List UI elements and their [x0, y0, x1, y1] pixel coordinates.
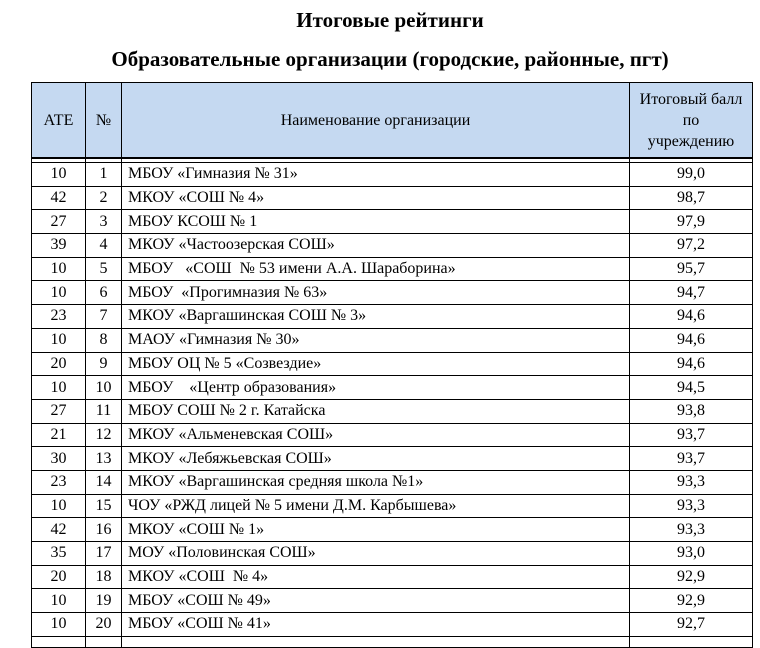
cell-num: 4: [86, 234, 122, 258]
cell-num: 6: [86, 281, 122, 305]
cell-num: 8: [86, 328, 122, 352]
table-row: [32, 494, 753, 518]
cell-score: 94,6: [630, 352, 753, 376]
cell-name: МКОУ «СОШ № 4»: [122, 186, 630, 210]
cell-num: 12: [86, 423, 122, 447]
table-row: [32, 447, 753, 471]
cell-name: МКОУ «СОШ № 1»: [122, 518, 630, 542]
cell-num: 5: [86, 257, 122, 281]
table-row: [32, 163, 753, 187]
table-row: [32, 234, 753, 258]
cell-ate: 10: [32, 376, 86, 400]
cell-ate: 23: [32, 470, 86, 494]
table-row: [32, 186, 753, 210]
cell-name: МБОУ «Центр образования»: [122, 376, 630, 400]
cell-cutoff: [86, 636, 122, 647]
table-row: [32, 210, 753, 234]
cell-num: 10: [86, 376, 122, 400]
cell-ate: 10: [32, 163, 86, 187]
cell-name: МБОУ ОЦ № 5 «Созвездие»: [122, 352, 630, 376]
cell-name: МБОУ КСОШ № 1: [122, 210, 630, 234]
cell-name: МКОУ «Варгашинская СОШ № 3»: [122, 305, 630, 329]
table-row: [32, 281, 753, 305]
table-row: [32, 399, 753, 423]
cell-score: 92,9: [630, 565, 753, 589]
cell-name: ЧОУ «РЖД лицей № 5 имени Д.М. Карбышева»: [122, 494, 630, 518]
cell-ate: 10: [32, 613, 86, 637]
cell-score: 93,7: [630, 423, 753, 447]
cell-score: 97,2: [630, 234, 753, 258]
header-name: Наименование организации: [122, 83, 630, 159]
cell-cutoff: [122, 636, 630, 647]
cell-ate: 20: [32, 352, 86, 376]
table-row: [32, 376, 753, 400]
table-row: [32, 328, 753, 352]
header-score-text: Итоговый балл по учреждению: [639, 90, 743, 150]
cell-num: 9: [86, 352, 122, 376]
cell-ate: 42: [32, 186, 86, 210]
cell-num: 13: [86, 447, 122, 471]
cell-score: 93,7: [630, 447, 753, 471]
cell-score: 99,0: [630, 163, 753, 187]
cell-name: МКОУ «СОШ № 4»: [122, 565, 630, 589]
cell-score: 94,6: [630, 328, 753, 352]
table-header-row: [32, 83, 753, 159]
cell-num: 15: [86, 494, 122, 518]
cell-name: МОУ «Половинская СОШ»: [122, 542, 630, 566]
cell-name: МБОУ «Гимназия № 31»: [122, 163, 630, 187]
cell-score: 98,7: [630, 186, 753, 210]
cell-ate: 23: [32, 305, 86, 329]
rating-table: [31, 82, 753, 648]
table-row: [32, 518, 753, 542]
header-num: №: [86, 83, 122, 159]
table-row: [32, 542, 753, 566]
cell-score: 94,5: [630, 376, 753, 400]
cell-name: МБОУ «СОШ № 53 имени А.А. Шараборина»: [122, 257, 630, 281]
cell-name: МКОУ «Варгашинская средняя школа №1»: [122, 470, 630, 494]
cell-score: 94,6: [630, 305, 753, 329]
page-subtitle: Образовательные организации (городские, районные, пгт): [111, 47, 669, 71]
cell-score: 93,3: [630, 518, 753, 542]
cell-name: МКОУ «Альменевская СОШ»: [122, 423, 630, 447]
table-row: [32, 565, 753, 589]
cell-num: 7: [86, 305, 122, 329]
cell-cutoff: [630, 636, 753, 647]
cell-score: 95,7: [630, 257, 753, 281]
cell-ate: 10: [32, 494, 86, 518]
cell-num: 16: [86, 518, 122, 542]
cell-num: 3: [86, 210, 122, 234]
cell-name: МБОУ «СОШ № 41»: [122, 613, 630, 637]
page-title: Итоговые рейтинги: [296, 8, 484, 32]
cell-num: 1: [86, 163, 122, 187]
table-row: [32, 613, 753, 637]
table-row: [32, 305, 753, 329]
cell-ate: 10: [32, 589, 86, 613]
cell-score: 97,9: [630, 210, 753, 234]
table-row: [32, 470, 753, 494]
cell-name: МАОУ «Гимназия № 30»: [122, 328, 630, 352]
cell-ate: 21: [32, 423, 86, 447]
cell-name: МБОУ СОШ № 2 г. Катайска: [122, 399, 630, 423]
table-row: [32, 423, 753, 447]
cell-name: МКОУ «Лебяжьевская СОШ»: [122, 447, 630, 471]
cell-name: МБОУ «СОШ № 49»: [122, 589, 630, 613]
cell-num: 19: [86, 589, 122, 613]
cell-num: 18: [86, 565, 122, 589]
cell-ate: 39: [32, 234, 86, 258]
cell-num: 20: [86, 613, 122, 637]
cell-score: 92,7: [630, 613, 753, 637]
cell-cutoff: [32, 636, 86, 647]
cell-score: 94,7: [630, 281, 753, 305]
cell-score: 93,3: [630, 470, 753, 494]
cell-name: МБОУ «Прогимназия № 63»: [122, 281, 630, 305]
cell-num: 11: [86, 399, 122, 423]
cell-ate: 10: [32, 257, 86, 281]
cell-num: 2: [86, 186, 122, 210]
cell-score: 92,9: [630, 589, 753, 613]
cell-ate: 10: [32, 328, 86, 352]
cell-ate: 35: [32, 542, 86, 566]
table-row-cutoff: [32, 636, 753, 647]
header-score: [630, 83, 753, 159]
table-row: [32, 589, 753, 613]
cell-ate: 20: [32, 565, 86, 589]
cell-ate: 27: [32, 399, 86, 423]
cell-score: 93,0: [630, 542, 753, 566]
cell-score: 93,3: [630, 494, 753, 518]
header-ate: АТЕ: [32, 83, 86, 159]
table-row: [32, 257, 753, 281]
table-row: [32, 352, 753, 376]
cell-num: 17: [86, 542, 122, 566]
cell-ate: 30: [32, 447, 86, 471]
cell-ate: 27: [32, 210, 86, 234]
cell-num: 14: [86, 470, 122, 494]
cell-score: 93,8: [630, 399, 753, 423]
cell-name: МКОУ «Частоозерская СОШ»: [122, 234, 630, 258]
cell-ate: 10: [32, 281, 86, 305]
cell-ate: 42: [32, 518, 86, 542]
